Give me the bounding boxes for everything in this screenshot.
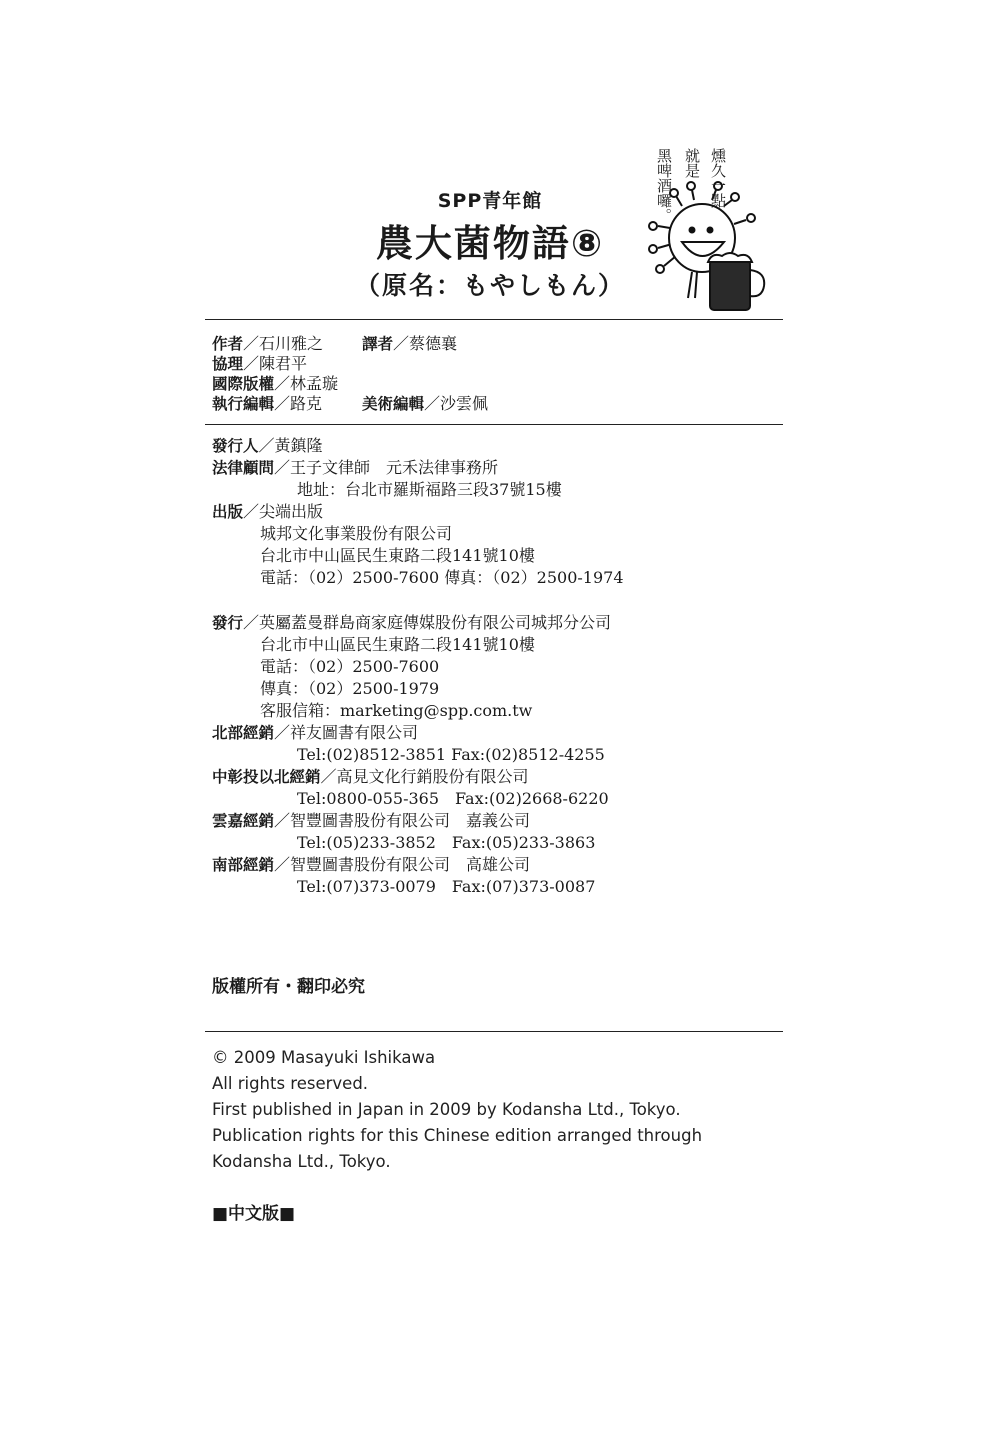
dist-north: 北部經銷／祥友圖書有限公司: [212, 723, 419, 742]
copyright-line-4: Publication rights for this Chinese edition arranged through: [212, 1126, 703, 1145]
credit-assistant: 協理／陳君平: [212, 354, 308, 373]
mascot-caption-col3: 黑啤酒囉。: [655, 148, 673, 223]
copyright-line-1: © 2009 Masayuki Ishikawa: [212, 1048, 436, 1067]
publisher-press: 出版／尖端出版: [212, 502, 324, 521]
credit-editor: 執行編輯／路克: [212, 394, 323, 413]
publisher-press-phone: 電話：（02）2500-7600 傳真：（02）2500-1974: [260, 568, 624, 587]
dist-north-contact: Tel:(02)8512-3851 Fax:(02)8512-4255: [297, 745, 605, 764]
dist-yunjia: 雲嘉經銷／智豐圖書股份有限公司 嘉義公司: [212, 811, 531, 830]
publisher-dist-email: 客服信箱：marketing@spp.com.tw: [260, 701, 533, 720]
credit-art-editor: 美術編輯／沙雲佩: [362, 394, 489, 413]
publisher-legal-address: 地址：台北市羅斯福路三段37號15樓: [297, 480, 562, 499]
copyright-line-2: All rights reserved.: [212, 1074, 369, 1093]
dist-central-contact: Tel:0800-055-365 Fax:(02)2668-6220: [297, 789, 609, 808]
publisher-dist-phone: 電話：（02）2500-7600: [260, 657, 440, 676]
credit-rights: 國際版權／林孟璇: [212, 374, 339, 393]
publisher-legal: 法律顧問／王子文律師 元禾法律事務所: [212, 458, 499, 477]
edition-label: ■中文版■: [212, 1204, 296, 1224]
rights-notice: 版權所有・翻印必究: [212, 977, 365, 997]
original-title: （原名：もやしもん）: [354, 271, 625, 300]
dist-yunjia-contact: Tel:(05)233-3852 Fax:(05)233-3863: [297, 833, 596, 852]
publisher-dist-address: 台北市中山區民生東路二段141號10樓: [260, 635, 535, 654]
publisher-dist-fax: 傳真：（02）2500-1979: [260, 679, 440, 698]
divider-top: [205, 319, 783, 320]
credit-author: 作者／石川雅之: [212, 334, 324, 353]
dist-south-contact: Tel:(07)373-0079 Fax:(07)373-0087: [297, 877, 596, 896]
series-name: SPP青年館: [437, 190, 543, 212]
publisher-distribution: 發行／英屬蓋曼群島商家庭傳媒股份有限公司城邦分公司: [212, 613, 612, 632]
mascot-illustration: [642, 148, 772, 318]
publisher-issuer: 發行人／黃鎮隆: [212, 436, 323, 455]
divider-credits: [205, 424, 783, 425]
publisher-press-company: 城邦文化事業股份有限公司: [260, 524, 453, 543]
book-title: 農大菌物語⑧: [375, 222, 605, 265]
copyright-line-5: Kodansha Ltd., Tokyo.: [212, 1152, 391, 1171]
credit-translator: 譯者／蔡德襄: [362, 334, 458, 353]
dist-central: 中彰投以北經銷／高見文化行銷股份有限公司: [212, 767, 529, 786]
copyright-line-3: First published in Japan in 2009 by Kodansha Ltd., Tokyo.: [212, 1100, 681, 1119]
mascot-caption-col2: 就是: [683, 148, 701, 178]
dist-south: 南部經銷／智豐圖書股份有限公司 高雄公司: [212, 855, 531, 874]
divider-copyright: [205, 1031, 783, 1032]
mascot-caption-col1: 燻久一點: [709, 148, 727, 208]
publisher-press-address: 台北市中山區民生東路二段141號10樓: [260, 546, 535, 565]
